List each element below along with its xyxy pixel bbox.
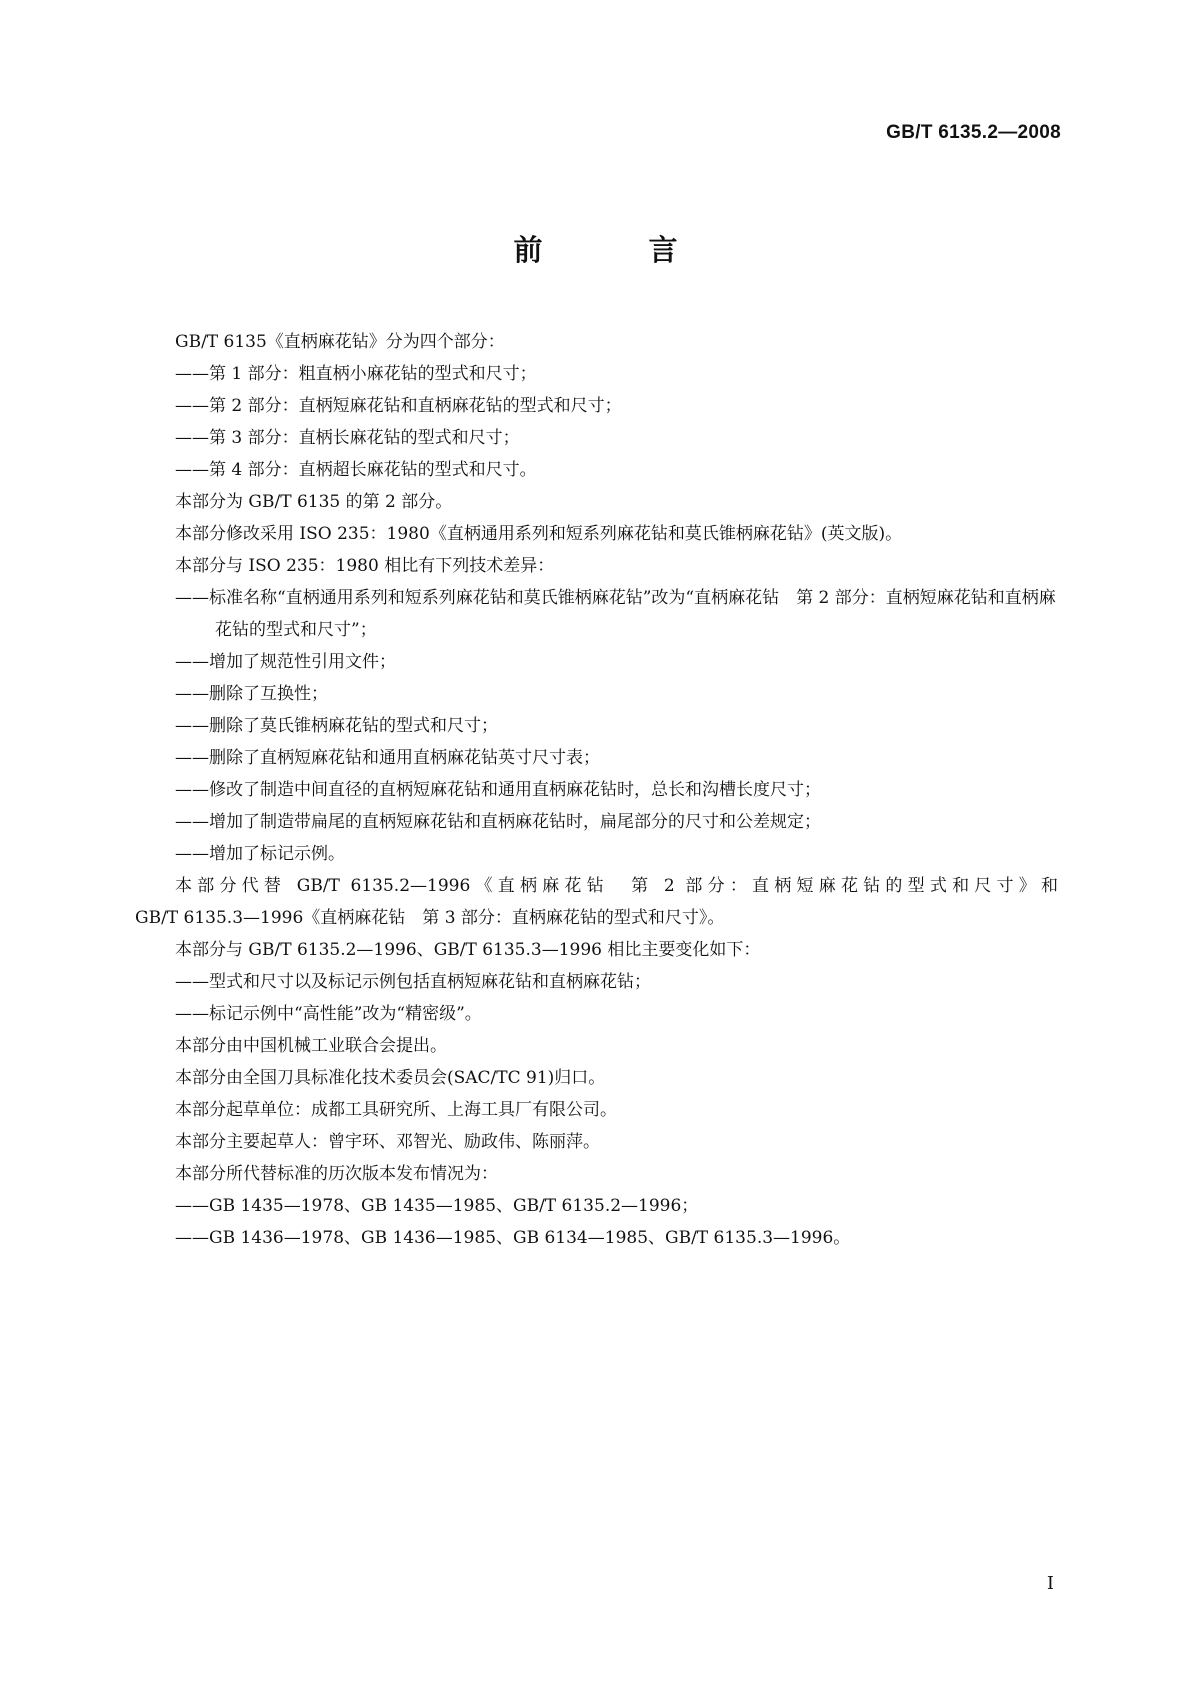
standard-code: GB/T 6135.2—2008: [886, 122, 1061, 143]
list-item: ——第 3 部分：直柄长麻花钻的型式和尺寸；: [175, 428, 520, 448]
page-number: I: [1046, 1573, 1054, 1594]
foreword-body: [135, 326, 1058, 1254]
paragraph: 本部分代替 GB/T 6135.2—1996《直柄麻花钻 第 2 部分：直柄短麻花钻的型式和尺寸》和: [175, 876, 1058, 896]
paragraph: 本部分与 ISO 235：1980 相比有下列技术差异：: [175, 556, 555, 576]
list-item: ——删除了互换性；: [175, 684, 328, 704]
paragraph: 本部分修改采用 ISO 235：1980《直柄通用系列和短系列麻花钻和莫氏锥柄麻花钻》(英文版)。: [175, 524, 903, 544]
list-item: ——删除了直柄短麻花钻和通用直柄麻花钻英寸尺寸表；: [175, 748, 600, 768]
paragraph: 本部分所代替标准的历次版本发布情况为：: [175, 1164, 498, 1184]
list-item: ——增加了制造带扁尾的直柄短麻花钻和直柄麻花钻时，扁尾部分的尺寸和公差规定；: [175, 812, 821, 832]
list-item: ——第 2 部分：直柄短麻花钻和直柄麻花钻的型式和尺寸；: [175, 396, 622, 416]
paragraph: 本部分由全国刀具标准化技术委员会(SAC/TC 91)归口。: [175, 1068, 606, 1088]
list-item: ——型式和尺寸以及标记示例包括直柄短麻花钻和直柄麻花钻；: [175, 972, 651, 992]
list-item: ——GB 1435—1978、GB 1435—1985、GB/T 6135.2—1996；: [175, 1196, 699, 1216]
paragraph-continuation: GB/T 6135.3—1996《直柄麻花钻 第 3 部分：直柄麻花钻的型式和尺寸》。: [135, 908, 725, 928]
list-item: ——标准名称“直柄通用系列和短系列麻花钻和莫氏锥柄麻花钻”改为“直柄麻花钻 第 2 部分：直柄短麻花钻和直柄麻花钻的型式和尺寸”；: [175, 588, 1056, 640]
paragraph: GB/T 6135《直柄麻花钻》分为四个部分：: [175, 332, 505, 352]
list-item: ——第 4 部分：直柄超长麻花钻的型式和尺寸。: [175, 460, 537, 480]
paragraph: 本部分主要起草人：曾宇环、邓智光、励政伟、陈丽萍。: [175, 1132, 600, 1152]
page-title: 前 言: [513, 233, 726, 267]
list-item: ——修改了制造中间直径的直柄短麻花钻和通用直柄麻花钻时，总长和沟槽长度尺寸；: [175, 780, 821, 800]
list-item: ——增加了规范性引用文件；: [175, 652, 396, 672]
list-item: ——第 1 部分：粗直柄小麻花钻的型式和尺寸；: [175, 364, 537, 384]
list-item: ——删除了莫氏锥柄麻花钻的型式和尺寸；: [175, 716, 498, 736]
list-item: ——标记示例中“高性能”改为“精密级”。: [175, 1004, 482, 1024]
list-item: ——GB 1436—1978、GB 1436—1985、GB 6134—1985、GB/T 6135.3—1996。: [175, 1228, 851, 1248]
list-item: ——增加了标记示例。: [175, 844, 345, 864]
paragraph: 本部分为 GB/T 6135 的第 2 部分。: [175, 492, 453, 512]
paragraph: 本部分由中国机械工业联合会提出。: [175, 1036, 447, 1056]
paragraph: 本部分与 GB/T 6135.2—1996、GB/T 6135.3—1996 相比主要变化如下：: [175, 940, 761, 960]
paragraph: 本部分起草单位：成都工具研究所、上海工具厂有限公司。: [175, 1100, 617, 1120]
